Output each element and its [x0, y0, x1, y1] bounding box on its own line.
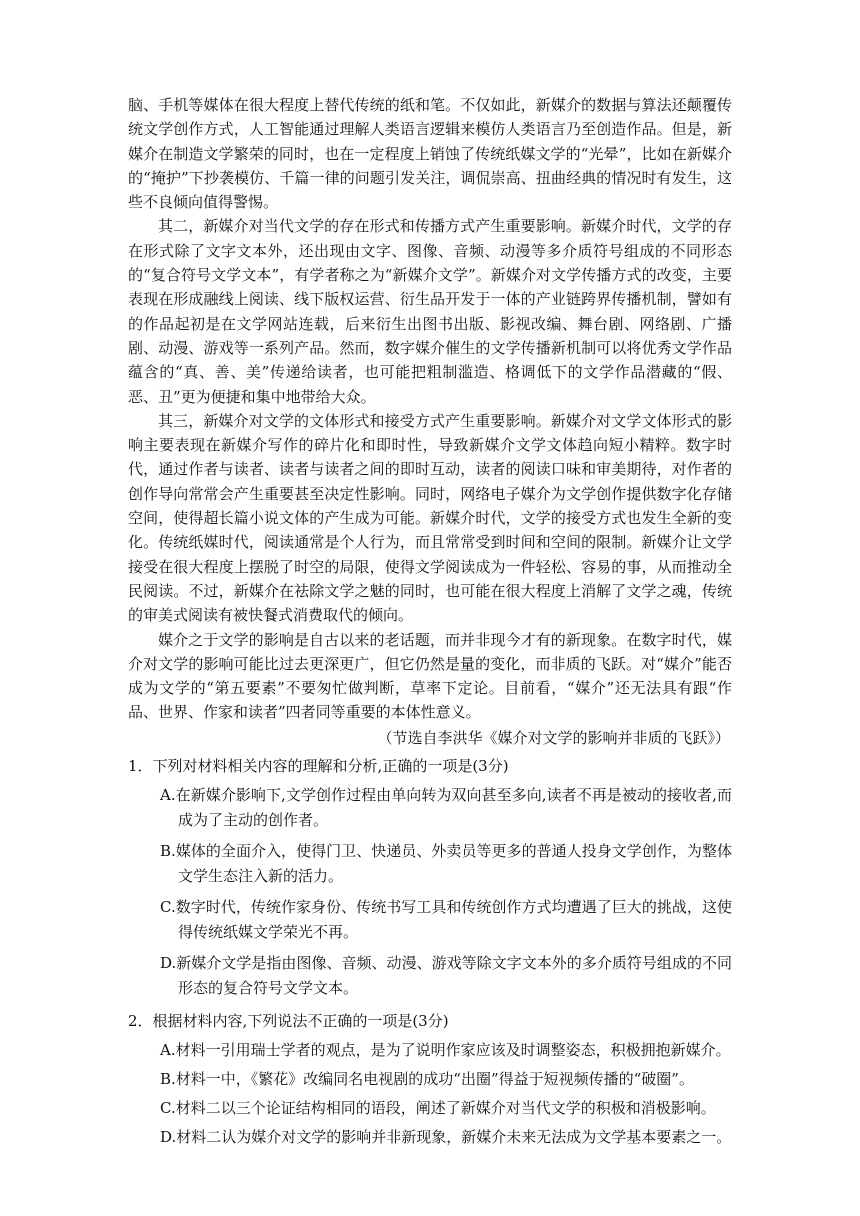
question-2-option-b: B.材料一中，《繁花》改编同名电视剧的成功“出圈”得益于短视频传播的“破圈”。	[160, 1069, 694, 1088]
passage-paragraph-3: 其三，新媒介对文学的文体形式和接受方式产生重要影响。新媒介对文学文体形式的影响主要表现在新媒介写作的碎片化和即时性，导致新媒介文学文体趋向短小精粹。数字时代，通过作者与读者、读者与读者之间的即时互动，读者的阅读口味和审美期待，对作者的创作导向常常会产生重要甚至决定性影响。同时，网络电子媒介为文学创作提供数字化存储空间，使得超长篇小说文体的产生成为可能。新媒介时代，文学的接受方式也发生全新的变化。传统纸媒时代，阅读通常是个人行为，而且常常受到时间和空间的限制。新媒介让文学接受在很大程度上摆脱了时空的局限，使得文学阅读成为一件轻松、容易的事，从而推动全民阅读。不过，新媒介在祛除文学之魅的同时，也可能在很大程度上消解了文学之魂，传统的审美式阅读有被快餐式消费取代的倾向。	[128, 411, 732, 625]
passage-paragraph-1: 脑、手机等媒体在很大程度上替代传统的纸和笔。不仅如此，新媒介的数据与算法还颠覆传统文学创作方式，人工智能通过理解人类语言逻辑来模仿人类语言乃至创造作品。但是，新媒介在制造文学繁荣的同时，也在一定程度上销蚀了传统纸媒文学的“光晕”，比如在新媒介的“掩护”下抄袭模仿、千篇一律的问题引发关注，调侃崇高、扭曲经典的情况时有发生，这些不良倾向值得警惕。	[128, 96, 732, 212]
passage-source: （节选自李洪华《媒介对文学的影响并非质的飞跃》）	[377, 728, 730, 747]
question-1-option-b: B.媒体的全面介入，使得门卫、快递员、外卖员等更多的普通人投身文学创作，为整体文学生态注入新的活力。	[160, 841, 732, 885]
question-1	[128, 754, 732, 1001]
question-2-option-d: D.材料二认为媒介对文学的影响并非新现象，新媒介未来无法成为文学基本要素之一。	[160, 1127, 732, 1146]
question-1-stem: 1．下列对材料相关内容的理解和分析,正确的一项是(3分)	[128, 756, 509, 775]
question-2-stem: 2．根据材料内容,下列说法不正确的一项是(3分)	[128, 1011, 449, 1030]
passage-paragraph-2: 其二，新媒介对当代文学的存在形式和传播方式产生重要影响。新媒介时代，文学的存在形式除了文字文本外，还出现由文字、图像、音频、动漫等多介质符号组成的不同形态的“复合符号文学文本”，有学者称之为“新媒介文学”。新媒介对文学传播方式的改变，主要表现在形成融线上阅读、线下版权运营、衍生品开发于一体的产业链跨界传播机制，譬如有的作品起初是在文学网站连载，后来衍生出图书出版、影视改编、舞台剧、网络剧、广播剧、动漫、游戏等一系列产品。然而，数字媒介催生的文学传播新机制可以将优秀文学作品蕴含的“真、善、美”传递给读者，也可能把粗制滥造、格调低下的文学作品潜藏的“假、恶、丑”更为便捷和集中地带给大众。	[128, 217, 732, 406]
passage-paragraph-4: 媒介之于文学的影响是自古以来的老话题，而并非现今才有的新现象。在数字时代，媒介对文学的影响可能比过去更深更广，但它仍然是量的变化，而非质的飞跃。对“媒介”能否成为文学的“第五要素”不要匆忙做判断，草率下定论。目前看，“媒介”还无法具有跟“作品、世界、作家和读者”四者同等重要的本体性意义。	[128, 630, 732, 722]
question-1-option-c: C.数字时代，传统作家身份、传统书写工具和传统创作方式均遭遇了巨大的挑战，这使得传统纸媒文学荣光不再。	[160, 897, 732, 941]
question-1-option-d: D.新媒介文学是指由图像、音频、动漫、游戏等除文字文本外的多介质符号组成的不同形态的复合符号文学文本。	[160, 953, 732, 997]
question-1-option-a: A.在新媒介影响下,文学创作过程由单向转为双向甚至多向,读者不再是被动的接收者,而成为了主动的创作者。	[160, 785, 732, 829]
question-2-option-a: A.材料一引用瑞士学者的观点，是为了说明作家应该及时调整姿态，积极拥抱新媒介。	[160, 1040, 731, 1059]
question-2	[128, 1009, 732, 1150]
question-2-option-c: C.材料二以三个论证结构相同的语段，阐述了新媒介对当代文学的积极和消极影响。	[160, 1098, 716, 1117]
reading-passage	[128, 93, 732, 750]
